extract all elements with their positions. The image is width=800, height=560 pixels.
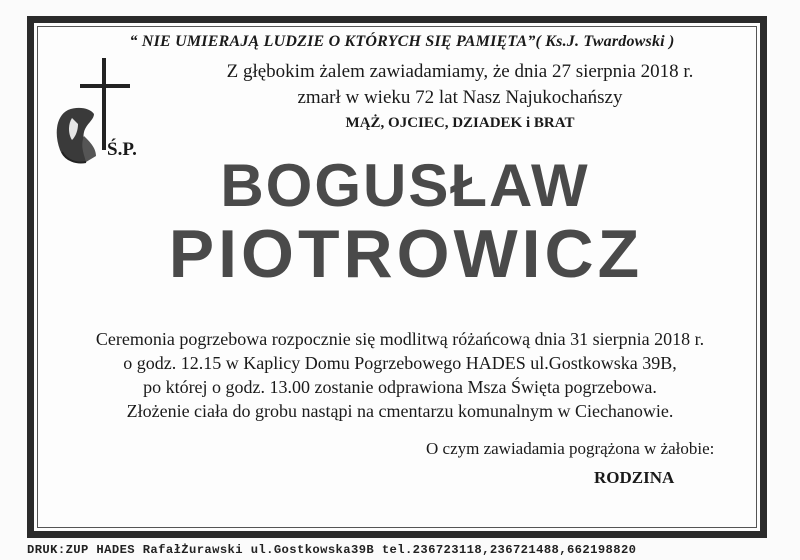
ceremony-line-2: o godz. 12.15 w Kaplicy Domu Pogrzebowego HADES ul.Gostkowska 39B, bbox=[123, 353, 677, 373]
notice-line: O czym zawiadamia pogrążona w żałobie: bbox=[426, 439, 715, 458]
family-signature: RODZINA bbox=[594, 468, 675, 487]
printer-footer: DRUK:ZUP HADES RafałŻurawski ul.Gostkowska39B tel.236723118,236721488,662198820 bbox=[27, 543, 637, 557]
motto-quote: “ NIE UMIERAJĄ LUDZIE O KTÓRYCH SIĘ PAMIĘTA”( Ks.J. Twardowski ) bbox=[129, 33, 675, 50]
sp-abbreviation: Ś.P. bbox=[107, 139, 137, 160]
relation-line: MĄŻ, OJCIEC, DZIADEK i BRAT bbox=[345, 115, 575, 131]
last-name: PIOTROWICZ bbox=[168, 216, 644, 292]
ceremony-line-3: po której o godz. 13.00 zostanie odprawiona Msza Święta pogrzebowa. bbox=[143, 377, 657, 397]
ceremony-line-1: Ceremonia pogrzebowa rozpocznie się modlitwą różańcową dnia 31 sierpnia 2018 r. bbox=[95, 329, 705, 349]
first-name: BOGUSŁAW bbox=[220, 152, 590, 219]
intro-line-1: Z głębokim żalem zawiadamiamy, że dnia 27 sierpnia 2018 r. bbox=[226, 61, 694, 82]
ceremony-line-4: Złożenie ciała do grobu nastąpi na cmentarzu komunalnym w Ciechanowie. bbox=[126, 401, 674, 421]
intro-line-2: zmarł w wieku 72 lat Nasz Najukochańszy bbox=[297, 87, 623, 108]
